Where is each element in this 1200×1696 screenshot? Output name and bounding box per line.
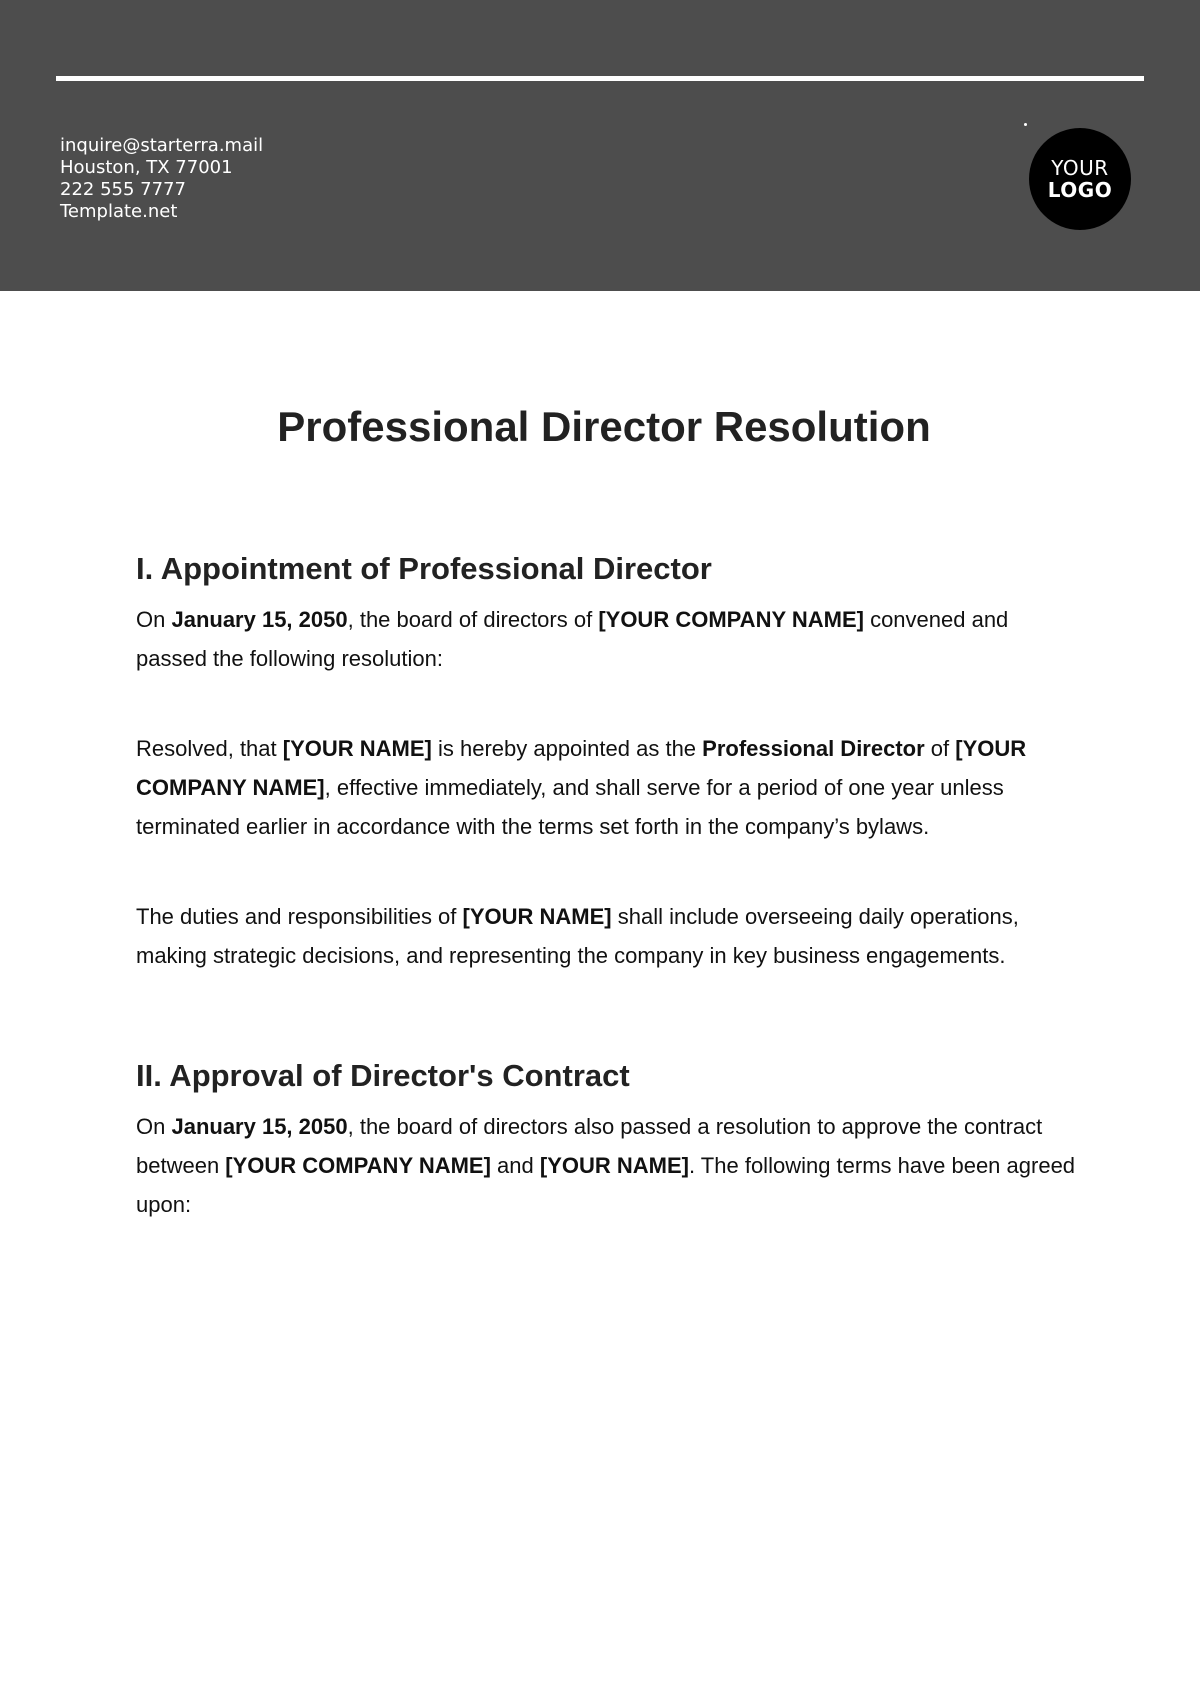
date-value: January 15, 2050 [171, 1114, 348, 1139]
document-body [136, 547, 1076, 1224]
paragraph-appointment: Resolved, that [YOUR NAME] is hereby appointed as the Professional Director of [YOUR COMPANY NAME], effective immediately, and shall serve for a period of one year unless terminated earlier in accordance with the terms set forth in the company’s bylaws. [136, 736, 1027, 839]
role-title: Professional Director [702, 736, 925, 761]
paragraph-contract: On January 15, 2050, the board of directors also passed a resolution to approve the contract between [YOUR COMPANY NAME] and [YOUR NAME]. The following terms have been agreed upon: [136, 1114, 1076, 1217]
paragraph-resolution-intro: On January 15, 2050, the board of directors of [YOUR COMPANY NAME] convened and passed the following resolution: [136, 607, 1009, 671]
logo-text-line2: LOGO [1047, 178, 1113, 202]
contact-email: inquire@starterra.mail [60, 135, 264, 156]
contact-website: Template.net [60, 201, 178, 222]
contact-block [60, 135, 263, 223]
company-name-placeholder: [YOUR COMPANY NAME] [136, 736, 1027, 800]
page-header [0, 0, 1200, 291]
contact-phone: 222 555 7777 [60, 179, 186, 200]
contact-address: Houston, TX 77001 [60, 157, 233, 178]
name-placeholder: [YOUR NAME] [282, 736, 432, 761]
date-value: January 15, 2050 [171, 607, 348, 632]
name-placeholder: [YOUR NAME] [539, 1153, 689, 1178]
header-divider [56, 76, 1144, 81]
company-name-placeholder: [YOUR COMPANY NAME] [598, 607, 864, 632]
name-placeholder: [YOUR NAME] [462, 904, 612, 929]
logo-dot [1024, 123, 1027, 126]
document-title: Professional Director Resolution [277, 403, 931, 450]
section-heading-appointment: I. Appointment of Professional Director [136, 551, 712, 586]
company-name-placeholder: [YOUR COMPANY NAME] [225, 1153, 491, 1178]
section-heading-contract: II. Approval of Director's Contract [136, 1058, 630, 1093]
logo-text-line1: YOUR [1051, 156, 1109, 180]
paragraph-duties: The duties and responsibilities of [YOUR NAME] shall include overseeing daily operations, making strategic decisions, and representing the company in key business engagements. [136, 904, 1019, 968]
company-logo [1029, 128, 1131, 230]
